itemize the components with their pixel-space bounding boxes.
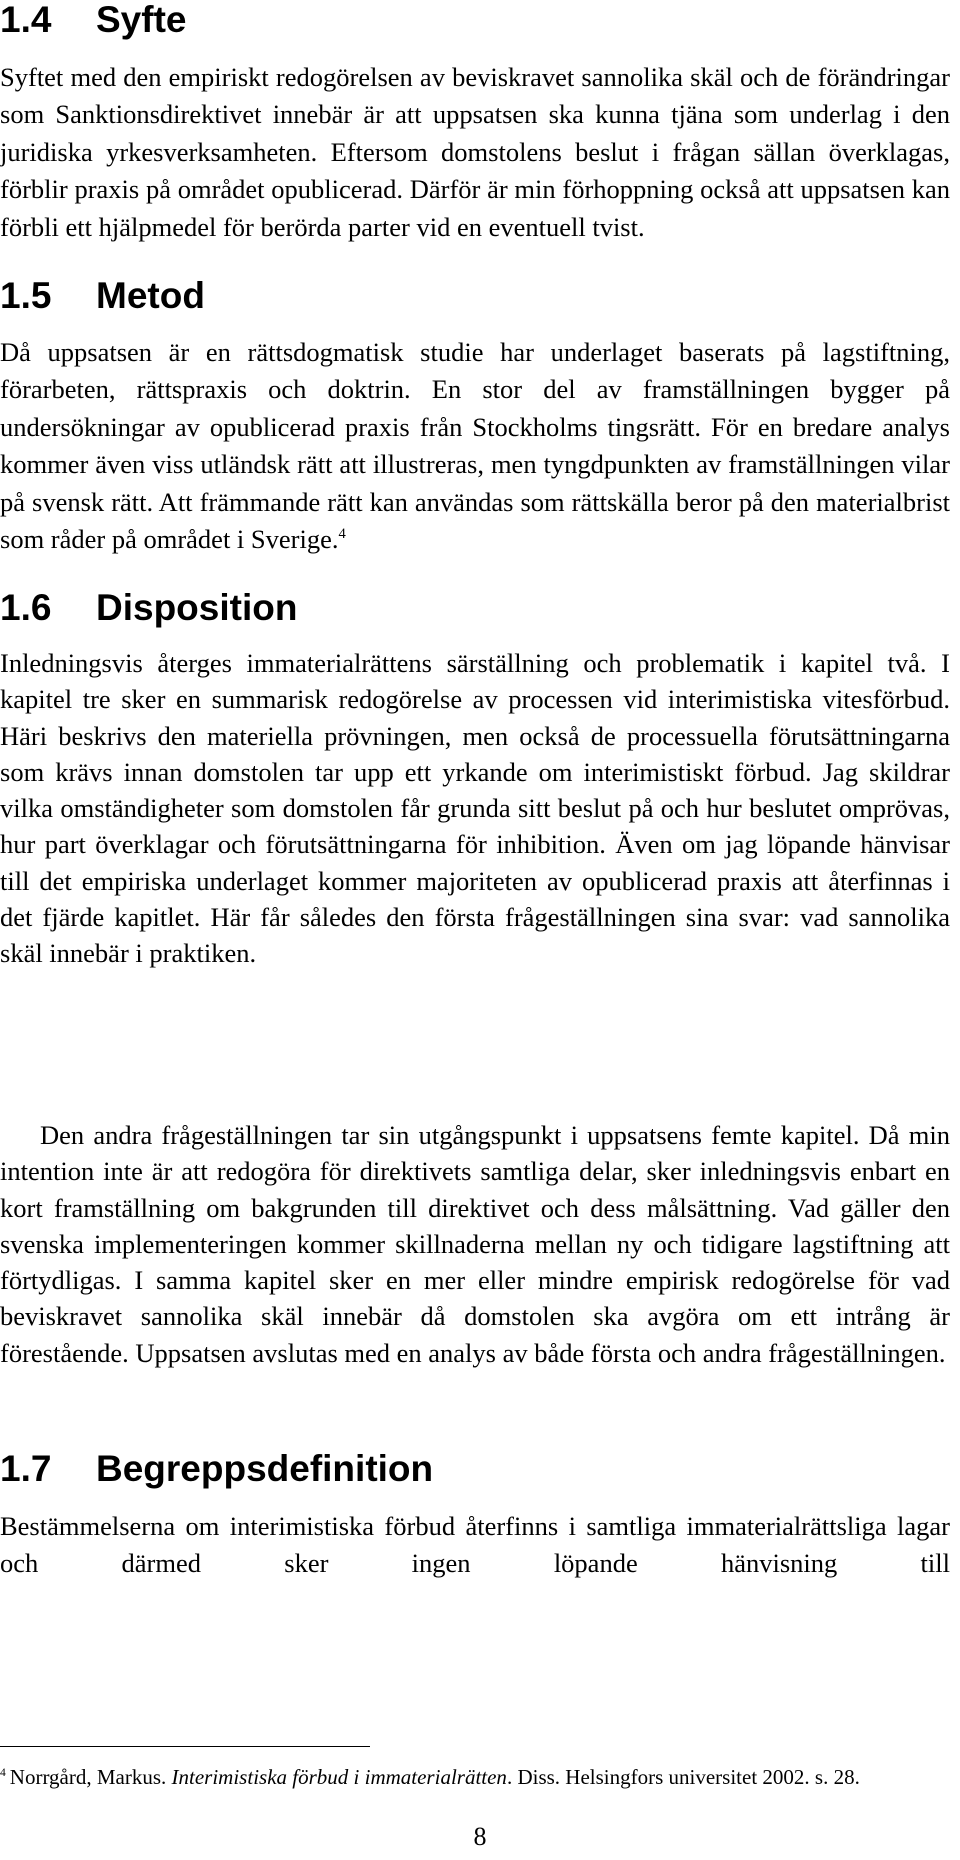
footnote-title: Interimistiska förbud i immaterialrätten [171, 1765, 507, 1789]
footnote-divider [0, 1746, 370, 1747]
section-title: Metod [96, 275, 205, 316]
section-heading-begrepp [0, 1449, 433, 1489]
footnote-rest: . Diss. Helsingfors universitet 2002. s. 28. [506, 1765, 860, 1789]
disposition-paragraph-2-text: Den andra frågeställningen tar sin utgångspunkt i uppsatsens femte kapitel. Då min intention inte är att redogöra för direktivets samtliga delar, sker inledningsvis enbart en kort framställning om bakgrunden till direktivet och dess målsättning. Vad gäller den svenska implementeringen kommer skillnaderna mellan ny och tidigare lagstiftning att förtydligas. I samma kapitel sker en mer eller mindre empirisk redogörelse för vad beviskravet sannolika skäl innebär då domstolen ska avgöra om ett intrång är förestående. Uppsatsen avslutas med en analys av både första och andra frågeställningen. [0, 1120, 950, 1368]
disposition-paragraph-1: Inledningsvis återges immaterialrättens särställning och problematik i kapitel två. I kapitel tre sker en summarisk redogörelse av processen vid interimistiska vitesförbud. Häri beskrivs den materiella prövningen, men också de processuella förutsättningarna som krävs innan domstolen tar upp ett yrkande om interimistiskt förbud. Jag skildrar vilka omständigheter som domstolen får grunda sitt beslut på och hur beslutet omprövas, hur part överklagar och förutsättningarna för inhibition. Även om jag löpande hänvisar till det empiriska underlaget kommer majoriteten av opublicerad praxis att återfinnas i det fjärde kapitlet. Här får således den första frågeställningen sina svar: vad sannolika skäl innebär i praktiken. [0, 648, 950, 969]
section-heading-syfte [0, 0, 186, 40]
page-number: 8 [473, 1822, 487, 1851]
section-heading-disposition [0, 588, 297, 628]
metod-text: Då uppsatsen är en rättsdogmatisk studie har underlaget baserats på lagstiftning, förarbeten, rättspraxis och doktrin. En stor del av framställningen bygger på undersökningar av opublicerad praxis från Stockholms tingsrätt. För en bredare analys kommer även viss utländsk rätt att illustreras, men tyngdpunkten av framställningen vilar på svensk rätt. Att främmande rätt kan användas som rättskälla beror på den materialbrist som råder på området i Sverige. [0, 337, 950, 555]
section-title: Begreppsdefinition [96, 1448, 434, 1489]
footnote-number: 4 [0, 1767, 6, 1779]
section-number: 1.4 [0, 0, 52, 40]
section-number: 1.6 [0, 587, 52, 628]
footnote [0, 1761, 950, 1794]
section-title: Disposition [96, 587, 298, 628]
begrepp-paragraph: Bestämmelserna om interimistiska förbud återfinns i samtliga immaterialrättsliga lagar och därmed sker ingen löpande hänvisning till [0, 1511, 950, 1579]
section-number: 1.5 [0, 275, 52, 316]
disposition-paragraph-2 [0, 1117, 950, 1371]
section-heading-metod [0, 276, 205, 316]
metod-paragraph [0, 334, 950, 558]
section-title: Syfte [96, 0, 187, 40]
syfte-paragraph: Syftet med den empiriskt redogörelsen av beviskravet sannolika skäl och de förändringar som Sanktionsdirektivet innebär är att uppsatsen ska kunna tjäna som underlag i den juridiska yrkesverksamheten. Eftersom domstolens beslut i frågan sällan överklagas, förblir praxis på området opublicerad. Därför är min förhoppning också att uppsatsen kan förbli ett hjälpmedel för berörda parter vid en eventuell tvist. [0, 62, 950, 242]
footnote-author: Norrgård, Markus. [9, 1765, 167, 1789]
section-number: 1.7 [0, 1448, 52, 1489]
footnote-reference: 4 [338, 526, 346, 543]
